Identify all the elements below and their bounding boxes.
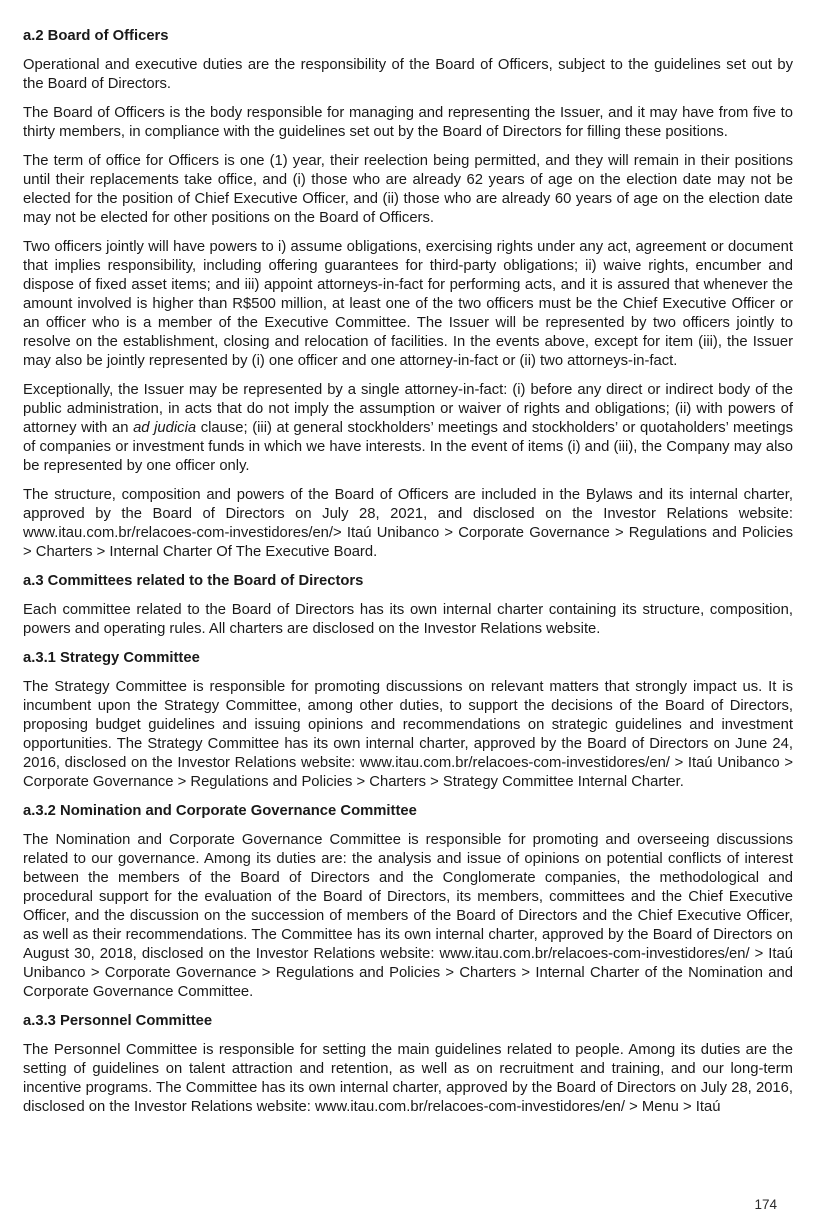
text-run: a.2 Board of Officers: [23, 28, 169, 44]
text-run: The term of office for Officers is one (1) year, their reelection being permitted, and they will remain in their positions until their replacements take office, and (i) those who are already 62 years of age on the election date may not be elected for the position of Chief Executive Officer, and (ii) those who are already 60 years of age on the election date may not be elected for other positions on the Board of Officers.: [23, 153, 793, 226]
section-heading: [23, 802, 793, 821]
text-run: a.3.3 Personnel Committee: [23, 1013, 213, 1029]
body-paragraph: [23, 104, 793, 142]
text-run: a.3 Committees related to the Board of Directors: [23, 573, 364, 589]
page-number: 174: [754, 1197, 777, 1212]
body-paragraph: [23, 486, 793, 562]
text-run: The Personnel Committee is responsible for setting the main guidelines related to people. Among its duties are the setting of guidelines on talent attraction and retention, as well as on recruitment and training, and our long-term incentive programs. The Committee has its own internal charter, approved by the Board of Directors on July 28, 2016, disclosed on the Investor Relations website: www.itau.com.br/relacoes-com-investidores/en/ > Menu > Itaú: [23, 1042, 793, 1115]
body-paragraph: [23, 831, 793, 1002]
text-run: a.3.2 Nomination and Corporate Governance Committee: [23, 803, 417, 819]
text-run: The Board of Officers is the body responsible for managing and representing the Issuer, and it may have from five to thirty members, in compliance with the guidelines set out by the Board of Directors for filling these positions.: [23, 105, 793, 140]
text-run: Each committee related to the Board of Directors has its own internal charter containing its structure, composition, powers and operating rules. All charters are disclosed on the Investor Relations website.: [23, 602, 793, 637]
text-run: clause; (iii) at general stockholders’ meetings and stockholders’ or quotaholders’ meetings of companies or investment funds in which we have interests. In the event of items (i) and (iii), the Company may also be represented by one officer only.: [23, 420, 793, 474]
text-run: The Nomination and Corporate Governance Committee is responsible for promoting and overseeing discussions related to our governance. Among its duties are: the analysis and issue of opinions on potential conflicts of interest between the members of the Board of Directors and the Conglomerate companies, the methodological and procedural support for the evaluation of the Board of Directors, its members, committees and the Chief Executive Officer, and the discussion on the succession of members of the Board of Directors and the Chief Executive Officer, as well as their recommendations. The Committee has its own internal charter, approved by the Board of Directors on August 30, 2018, disclosed on the Investor Relations website: www.itau.com.br/relacoes-com-investidores/en/ > Itaú Unibanco > Corporate Governance > Regulations and Policies > Charters > Internal Charter of the Nomination and Corporate Governance Committee.: [23, 832, 793, 1000]
text-run: The structure, composition and powers of the Board of Officers are included in the Bylaws and its internal charter, approved by the Board of Directors on July 28, 2021, and disclosed on the Investor Relations website: www.itau.com.br/relacoes-com-investidores/en/> Itaú Unibanco > Corporate Governance > Regulations and Policies > Charters > Internal Charter Of The Executive Board.: [23, 487, 793, 560]
section-heading: [23, 572, 793, 591]
text-run: Exceptionally, the Issuer may be represented by a single attorney-in-fact: (i) before any direct or indirect body of the public administration, in acts that do not imply the assumption or waiver of rights and obligations; (ii) with powers of attorney with an: [23, 382, 793, 436]
body-paragraph: [23, 1041, 793, 1117]
section-heading: [23, 27, 793, 46]
text-run: ad judicia: [133, 420, 197, 436]
body-paragraph: [23, 152, 793, 228]
text-run: Operational and executive duties are the responsibility of the Board of Officers, subject to the guidelines set out by the Board of Directors.: [23, 57, 793, 92]
section-heading: [23, 1012, 793, 1031]
text-run: Two officers jointly will have powers to i) assume obligations, exercising rights under any act, agreement or document that implies responsibility, including offering guarantees for third-party obligations; ii) waive rights, encumber and dispose of fixed asset items; and iii) appoint attorneys-in-fact for performing acts, and it is assured that whenever the amount involved is higher than R$500 million, at least one of the two officers must be the Chief Executive Officer or an officer who is a member of the Executive Committee. The Issuer will be represented by two officers jointly to resolve on the establishment, closing and relocation of facilities. In the events above, except for item (iii), the Issuer may also be jointly represented by (i) one officer and one attorney-in-fact or (ii) two attorneys-in-fact.: [23, 239, 793, 369]
body-paragraph: [23, 678, 793, 792]
body-paragraph: [23, 601, 793, 639]
text-run: The Strategy Committee is responsible for promoting discussions on relevant matters that strongly impact us. It is incumbent upon the Strategy Committee, among other duties, to support the decisions of the Board of Directors, proposing budget guidelines and issuing opinions and recommendations on strategic guidelines and investment opportunities. The Strategy Committee has its own internal charter, approved by the Board of Directors on June 24, 2016, disclosed on the Investor Relations website: www.itau.com.br/relacoes-com-investidores/en/ > Itaú Unibanco > Corporate Governance > Regulations and Policies > Charters > Strategy Committee Internal Charter.: [23, 679, 793, 790]
section-heading: [23, 649, 793, 668]
body-paragraph: [23, 381, 793, 476]
body-paragraph: [23, 56, 793, 94]
text-run: a.3.1 Strategy Committee: [23, 650, 200, 666]
body-paragraph: [23, 238, 793, 371]
